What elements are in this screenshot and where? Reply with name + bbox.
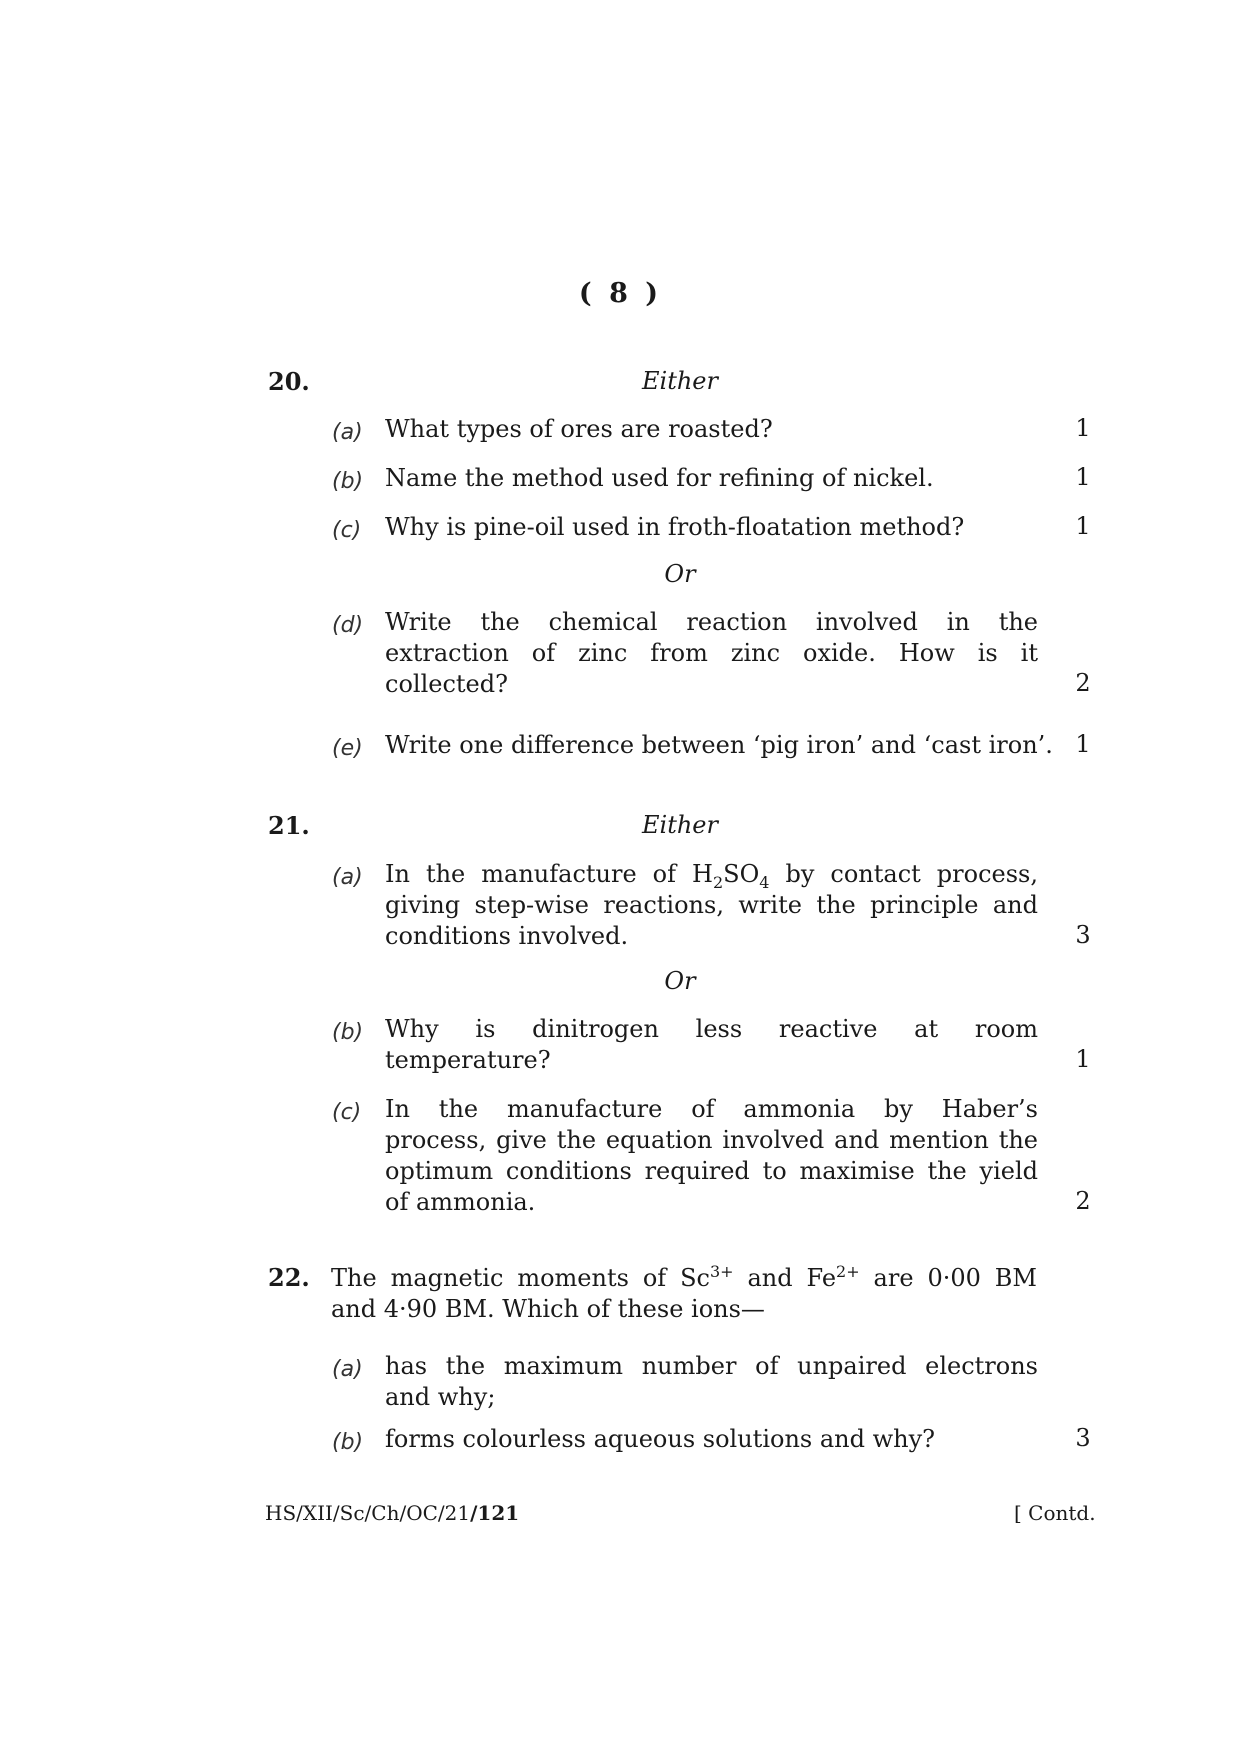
q20-c-marks: 1 <box>1075 512 1091 540</box>
q20-c-label: (c) <box>332 518 362 543</box>
q21-a-label: (a) <box>332 865 363 890</box>
question-21-number: 21. <box>268 811 310 840</box>
q20-a-text: What types of ores are roasted? <box>385 415 773 443</box>
q21-c-marks: 2 <box>1075 1187 1091 1215</box>
question-21-either: Either <box>642 811 718 839</box>
q21-c-line4: of ammonia. <box>385 1188 536 1216</box>
question-20-either: Either <box>642 367 718 395</box>
footer-code-prefix: HS/XII/Sc/Ch/OC/21 <box>265 1501 471 1525</box>
q22-stem-mid: and Fe <box>733 1264 837 1292</box>
q20-a-label: (a) <box>332 420 363 445</box>
q21-a-line1-post: by contact process, <box>769 860 1038 888</box>
q21-or: Or <box>664 967 696 995</box>
q20-or: Or <box>664 560 696 588</box>
q21-a-line1-pre: In the manufacture of H <box>385 860 713 888</box>
q21-a-sub1: 2 <box>712 872 724 892</box>
q20-e-label: (e) <box>332 736 363 761</box>
q21-a-sub2: 4 <box>759 872 770 892</box>
q21-c-line3: optimum conditions required to maximise the yield <box>385 1157 1038 1185</box>
q21-b-line2: temperature? <box>385 1046 551 1074</box>
q22-stem-pre: The magnetic moments of Sc <box>331 1264 710 1292</box>
q22-a-line2: and why; <box>385 1383 496 1411</box>
q20-b-label: (b) <box>332 469 364 494</box>
question-22-number: 22. <box>268 1263 310 1292</box>
q21-a-marks: 3 <box>1075 921 1091 949</box>
q22-sup2: 2+ <box>836 1262 860 1281</box>
q20-e-marks: 1 <box>1075 730 1091 758</box>
q21-b-line1: Why is dinitrogen less reactive at room <box>385 1015 1038 1043</box>
q21-a-line3: conditions involved. <box>385 922 629 950</box>
q20-e-text: Write one difference between ‘pig iron’ and ‘cast iron’. <box>385 731 1053 759</box>
q21-a-line1 <box>385 859 1038 890</box>
q22-b-marks: 3 <box>1075 1424 1091 1452</box>
q21-b-label: (b) <box>332 1020 364 1045</box>
footer-code-suffix: /121 <box>470 1501 520 1525</box>
q20-d-line1: Write the chemical reaction involved in the <box>385 608 1038 636</box>
q22-stem-line2: and 4·90 BM. Which of these ions— <box>331 1295 765 1323</box>
q20-d-label: (d) <box>332 613 364 638</box>
footer-paper-code <box>265 1501 519 1525</box>
q22-b-label: (b) <box>332 1430 364 1455</box>
q22-a-line1: has the maximum number of unpaired electrons <box>385 1352 1038 1380</box>
q20-b-text: Name the method used for refining of nickel. <box>385 464 934 492</box>
q20-b-marks: 1 <box>1075 463 1091 491</box>
q20-d-line3: collected? <box>385 670 508 698</box>
question-20-number: 20. <box>268 367 310 396</box>
footer-contd: [ Contd. <box>1014 1501 1096 1525</box>
q21-c-line1: In the manufacture of ammonia by Haber’s <box>385 1095 1038 1123</box>
q22-b-text: forms colourless aqueous solutions and why? <box>385 1425 936 1453</box>
q20-d-line2: extraction of zinc from zinc oxide. How is it <box>385 639 1038 667</box>
q21-b-marks: 1 <box>1075 1045 1091 1073</box>
q21-a-line2: giving step-wise reactions, write the principle and <box>385 891 1038 919</box>
q20-c-text: Why is pine-oil used in froth-floatation method? <box>385 513 965 541</box>
q22-stem-post: are 0·00 BM <box>859 1264 1037 1292</box>
q21-c-line2: process, give the equation involved and mention the <box>385 1126 1038 1154</box>
q21-c-label: (c) <box>332 1100 362 1125</box>
q22-a-label: (a) <box>332 1357 363 1382</box>
page-number: ( 8 ) <box>578 278 663 309</box>
q22-stem-line1 <box>331 1263 1037 1294</box>
q22-sup1: 3+ <box>709 1262 734 1281</box>
q21-a-line1-mid: SO <box>723 860 760 888</box>
q20-a-marks: 1 <box>1075 414 1091 442</box>
q20-d-marks: 2 <box>1075 669 1091 697</box>
